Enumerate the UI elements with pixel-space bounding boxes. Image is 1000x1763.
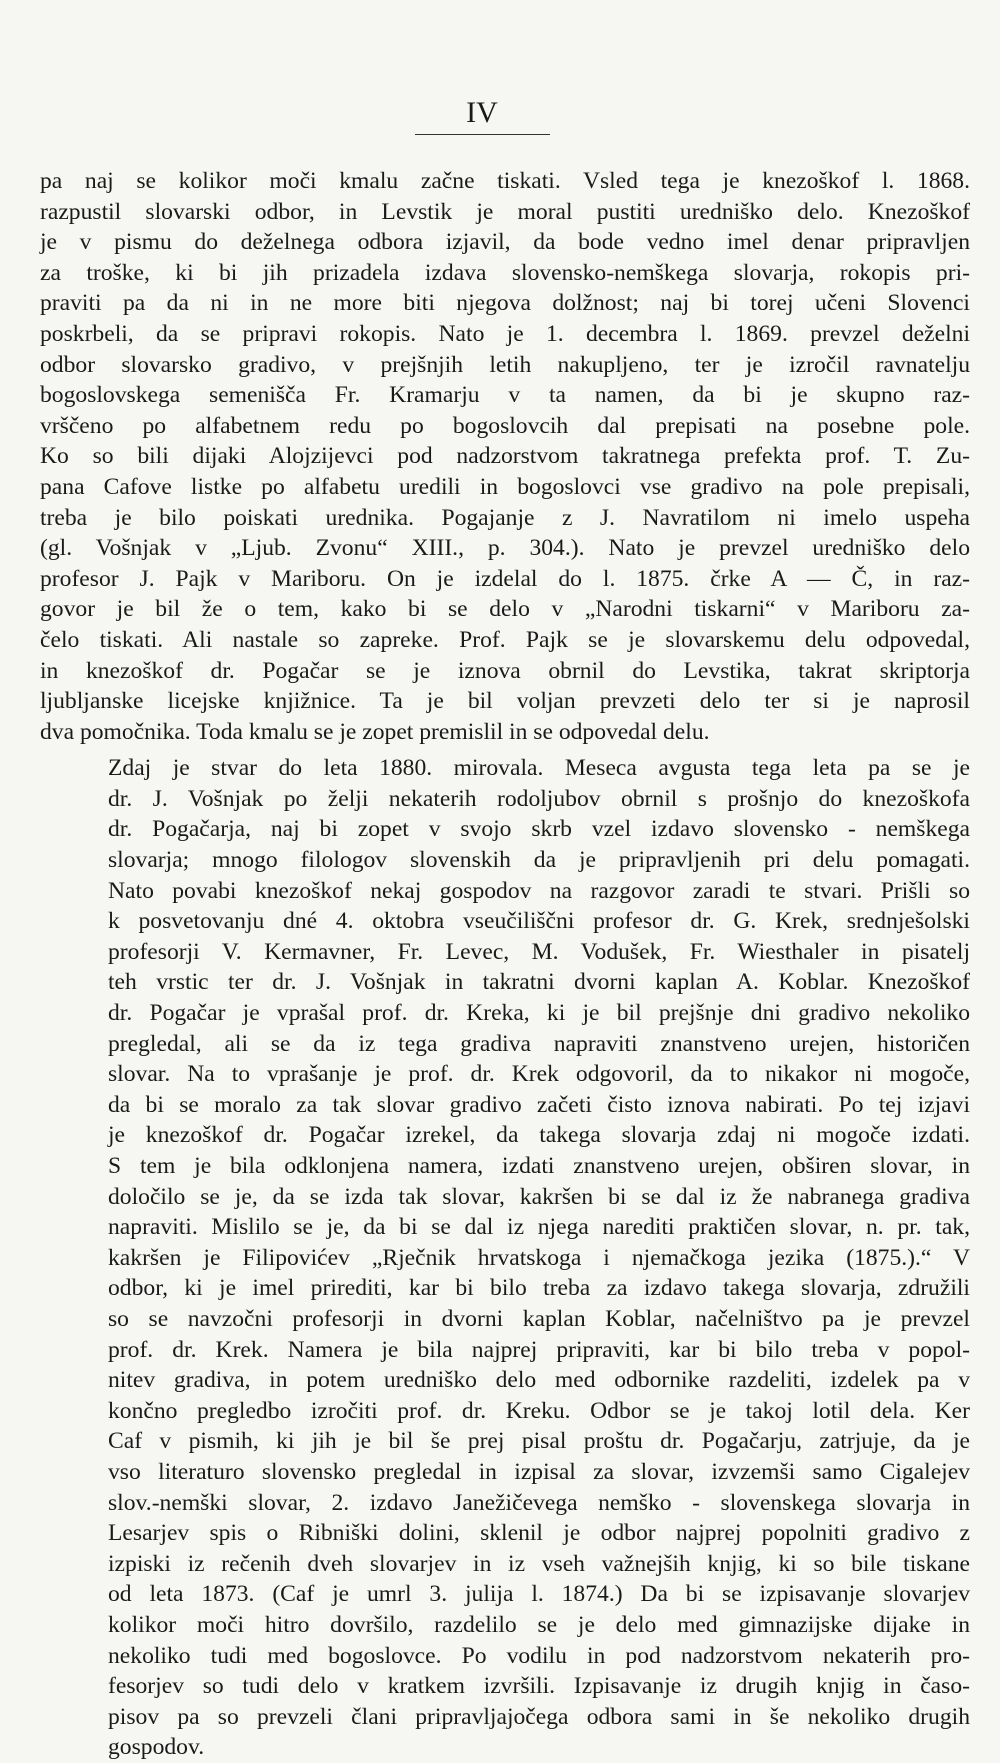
text-line: Caf v pismih, ki jih je bil še prej pisal proštu dr. Pogačarju, zatrjuje, da je (108, 1428, 970, 1455)
text-line: slov.-nemški slovar, 2. izdavo Janežičevega nemško - slovenskega slovarja in (108, 1489, 970, 1516)
text-line: pana Cafove listke po alfabetu uredili in bogoslovci vse gradivo na pole prepisali, (40, 473, 970, 500)
text-line: razpustil slovarski odbor, in Levstik je moral pustiti uredniško delo. Knezoškof (40, 198, 970, 225)
text-line: dva pomočnika. Toda kmalu se je zopet premislil in se odpovedal delu. (40, 718, 710, 745)
text-line: S tem je bila odklonjena namera, izdati znanstveno urejen, obširen slovar, in (108, 1153, 970, 1179)
text-line: k posvetovanju dné 4. oktobra vseučiliščni profesor dr. G. Krek, srednješolski (108, 908, 970, 935)
text-line: odbor slovarsko gradivo, v prejšnjih letih nakupljeno, ter je izročil ravnatelju (40, 351, 970, 378)
text-line: treba je bilo poiskati urednika. Pogajanje z J. Navratilom ni imelo uspeha (40, 504, 970, 531)
text-line: gospodov. (108, 1734, 205, 1761)
text-line: prof. dr. Krek. Namera je bila najprej pripraviti, kar bi bilo treba v popol- (108, 1336, 970, 1363)
text-line: je v pismu do deželnega odbora izjavil, da bode vedno imel denar pripravljen (40, 229, 970, 256)
text-line: dr. Pogačar je vprašal prof. dr. Kreka, ki je bil prejšnje dni gradivo nekoliko (108, 1000, 970, 1027)
text-line: fesorjev so tudi delo v kratkem izvršili. Izpisavanje iz drugih knjig in časo- (108, 1673, 970, 1700)
text-line: pisov pa so prevzeli člani pripravljajočega odbora sami in še nekoliko drugih (108, 1703, 970, 1730)
text-line: vrščeno po alfabetnem redu po bogoslovcih dal prepisati na posebne pole. (40, 412, 970, 439)
text-line: Nato povabi knezoškof nekaj gospodov na razgovor zaradi te stvari. Prišli so (108, 877, 970, 904)
text-line: nekoliko tudi med bogoslovce. Po vodilu in pod nadzorstvom nekaterih pro- (108, 1642, 970, 1669)
text-line: nitev gradiva, in potem uredniško delo med odbornike razdeliti, izdelek pa v (108, 1367, 970, 1394)
text-line: praviti pa da ni in ne more biti njegova dolžnost; naj bi torej učeni Slovenci (40, 290, 970, 317)
text-line: pregledal, ali se da iz tega gradiva napraviti znanstveno urejen, historičen (108, 1030, 970, 1057)
page-number: IV (466, 96, 498, 129)
text-line: od leta 1873. (Caf je umrl 3. julija l. 1874.) Da bi se izpisavanje slovarjev (108, 1581, 970, 1608)
text-line: končno pregledbo izročiti prof. dr. Kreku. Odbor se je takoj lotil dela. Ker (108, 1397, 970, 1424)
text-line: Lesarjev spis o Ribniški dolini, sklenil je odbor najprej popolniti gradivo z (108, 1520, 970, 1547)
text-line: odbor, ki je imel prirediti, kar bi bilo treba za izdavo takega slovarja, združili (108, 1275, 970, 1302)
header-rule (415, 134, 550, 135)
text-line: Ko so bili dijaki Alojzijevci pod nadzorstvom takratnega prefekta prof. T. Zu- (40, 443, 970, 470)
text-line: izpiski iz rečenih dveh slovarjev in iz vseh važnejših knjig, ki so bile tiskane (108, 1550, 970, 1577)
text-line: so se navzočni profesorji in dvorni kaplan Koblar, načelništvo pa je prevzel (108, 1305, 970, 1332)
text-line: slovarja; mnogo filologov slovenskih da je pripravljenih pri delu pomagati. (108, 847, 970, 874)
text-line: za troške, ki bi jih prizadela izdava slovensko-nemškega slovarja, rokopis pri- (40, 259, 970, 286)
text-line: vso literaturo slovensko pregledal in izpisal za slovar, izvzemši samo Cigalejev (108, 1458, 970, 1485)
text-line: dr. J. Vošnjak po želji nekaterih rodoljubov obrnil s prošnjo do knezoškofa (108, 785, 970, 812)
text-line: določilo se je, da se izda tak slovar, kakršen bi se dal iz že nabranega gradiva (108, 1183, 970, 1210)
text-line: slovar. Na to vprašanje je prof. dr. Krek odgovoril, da to nikakor ni mogoče, (108, 1061, 970, 1088)
text-line: da bi se moralo za tak slovar gradivo začeti čisto iznova nabirati. Po tej izjavi (108, 1091, 970, 1118)
text-line: pa naj se kolikor moči kmalu začne tiskati. Vsled tega je knezoškof l. 1868. (40, 168, 970, 194)
text-line: je knezoškof dr. Pogačar izrekel, da takega slovarja zdaj ni mogoče izdati. (108, 1122, 970, 1149)
text-line: čelo tiskati. Ali nastale so zapreke. Prof. Pajk se je slovarskemu delu odpovedal, (40, 626, 970, 653)
text-line: napraviti. Mislilo se je, da bi se dal iz njega narediti praktičen slovar, n. pr. tak, (108, 1214, 970, 1241)
text-line: (gl. Vošnjak v „Ljub. Zvonu“ XIII., p. 304.). Nato je prevzel uredniško delo (40, 535, 970, 562)
text-line: in knezoškof dr. Pogačar se je iznova obrnil do Levstika, takrat skriptorja (40, 657, 970, 684)
paragraph-2 (40, 753, 970, 1763)
text-line: teh vrstic ter dr. J. Vošnjak in takratni dvorni kaplan A. Koblar. Knezoškof (108, 969, 970, 996)
text-line: govor je bil že o tem, kako bi se delo v „Narodni tiskarni“ v Mariboru za- (40, 596, 970, 623)
paragraph-1 (40, 166, 970, 747)
text-line: dr. Pogačarja, naj bi zopet v svojo skrb vzel izdavo slovensko - nemškega (108, 816, 970, 843)
text-line: poskrbeli, da se pripravi rokopis. Nato je 1. decembra l. 1869. prevzel deželni (40, 320, 970, 347)
text-line: profesorji V. Kermavner, Fr. Levec, M. Vodušek, Fr. Wiesthaler in pisatelj (108, 938, 970, 965)
text-line: ljubljanske licejske knjižnice. Ta je bil voljan prevzeti delo ter si je naprosil (40, 688, 970, 715)
text-line: bogoslovskega semenišča Fr. Kramarju v ta namen, da bi je skupno raz- (40, 382, 970, 409)
text-line: kakršen je Filipovićev „Rječnik hrvatskoga i njemačkoga jezika (1875.).“ V (108, 1244, 970, 1271)
body-text (40, 166, 970, 1763)
text-line: kolikor moči hitro dovršilo, razdelilo se je delo med gimnazijske dijake in (108, 1611, 970, 1638)
text-line: Zdaj je stvar do leta 1880. mirovala. Meseca avgusta tega leta pa se je (108, 755, 970, 782)
text-line: profesor J. Pajk v Mariboru. On je izdelal do l. 1875. črke A — Č, in raz- (40, 565, 970, 592)
